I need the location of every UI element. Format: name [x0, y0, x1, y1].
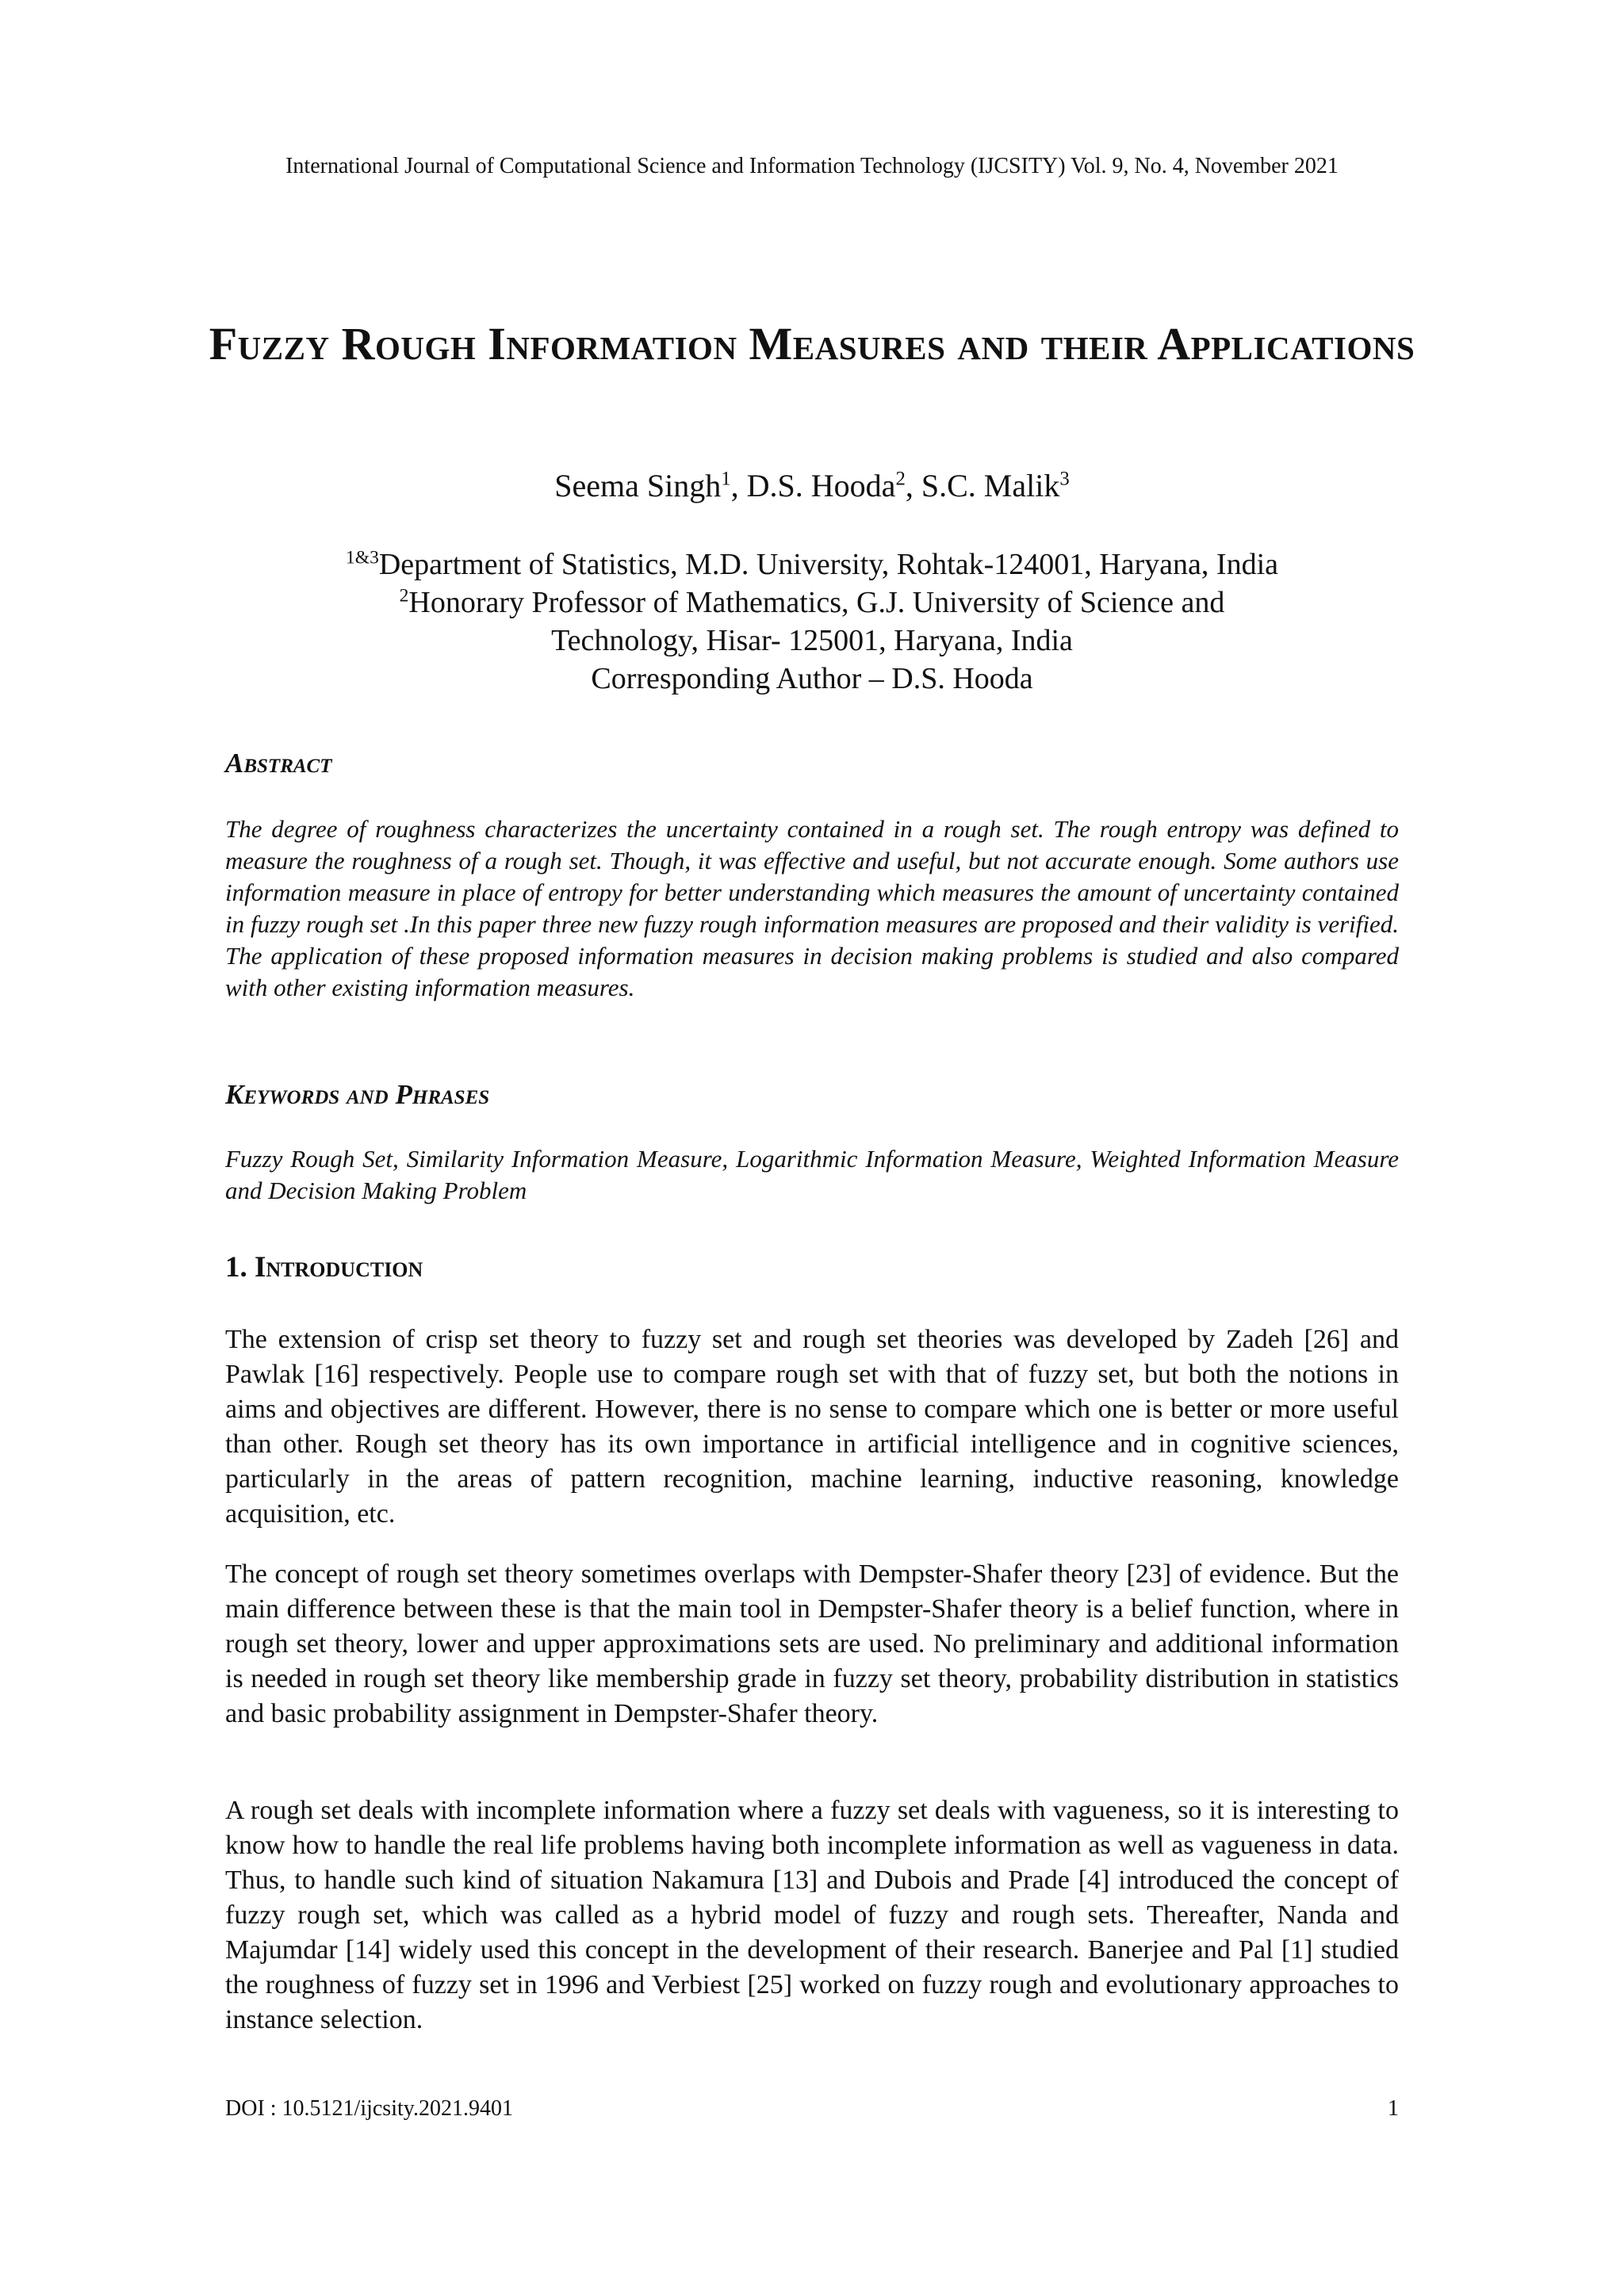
affiliation-block	[190, 545, 1434, 698]
affiliation-line	[190, 584, 1434, 622]
author-name: Seema Singh	[554, 468, 722, 503]
author-list	[0, 466, 1624, 506]
corresponding-author: Corresponding Author – D.S. Hooda	[591, 662, 1033, 695]
affiliation-marker: 2	[399, 585, 409, 607]
journal-header: International Journal of Computational Science and Information Technology (IJCSITY) Vol. 9, No. 4, November 2021	[285, 154, 1339, 178]
author-affiliation-marker: 1	[721, 468, 731, 490]
author-name: D.S. Hooda	[746, 468, 896, 503]
affiliation-marker: 1&3	[345, 547, 379, 568]
author-separator: ,	[905, 468, 921, 503]
author-affiliation-marker: 2	[895, 468, 906, 490]
author-name: S.C. Malik	[921, 468, 1060, 503]
abstract-text: The degree of roughness characterizes the uncertainty contained in a rough set. The rough entropy was defined to measure the roughness of a rough set. Though, it was effective and useful, but not accurate enough. Some authors use information measure in place of entropy for better understanding which measures the amount of uncertainty contained in fuzzy rough set .In this paper three new fuzzy rough information measures are proposed and their validity is verified. The application of these proposed information measures in decision making problems is studied and also compared with other existing information measures.	[225, 815, 1399, 1001]
author-separator: ,	[730, 468, 747, 503]
author-affiliation-marker: 3	[1059, 468, 1070, 490]
affiliation-line: Technology, Hisar- 125001, Haryana, India	[551, 624, 1073, 657]
body-paragraph: The concept of rough set theory sometimes overlaps with Dempster-Shafer theory [23] of evidence. But the main difference between these is that the main tool in Dempster-Shafer theory is a belief function, where in rough set theory, lower and upper approximations sets are used. No preliminary and additional information is needed in rough set theory like membership grade in fuzzy set theory, probability distribution in statistics and basic probability assignment in Dempster-Shafer theory.	[225, 1559, 1399, 1728]
introduction-heading: 1. Introduction	[225, 1251, 423, 1284]
affiliation-line	[190, 545, 1434, 584]
abstract-heading: Abstract	[225, 748, 332, 779]
footer-doi: DOI : 10.5121/ijcsity.2021.9401	[225, 2096, 513, 2121]
affiliation-text: Honorary Professor of Mathematics, G.J. University of Science and	[408, 586, 1225, 619]
keywords-heading: Keywords and Phrases	[225, 1079, 490, 1110]
body-paragraph: A rough set deals with incomplete information where a fuzzy set deals with vagueness, so it is interesting to know how to handle the real life problems having both incomplete information as well as vagueness in data. Thus, to handle such kind of situation Nakamura [13] and Dubois and Prade [4] introduced the concept of fuzzy rough set, which was called as a hybrid model of fuzzy and rough sets. Thereafter, Nanda and Majumdar [14] widely used this concept in the development of their research. Banerjee and Pal [1] studied the roughness of fuzzy set in 1996 and Verbiest [25] worked on fuzzy rough and evolutionary approaches to instance selection.	[225, 1796, 1399, 2034]
keywords-text: Fuzzy Rough Set, Similarity Information Measure, Logarithmic Information Measure, Weighted Information Measure and Decision Making Problem	[225, 1145, 1399, 1204]
page-number: 1	[1388, 2096, 1399, 2121]
paper-title: Fuzzy Rough Information Measures and their Applications	[209, 318, 1415, 369]
affiliation-text: Department of Statistics, M.D. University, Rohtak-124001, Haryana, India	[378, 548, 1278, 581]
body-paragraph: The extension of crisp set theory to fuzzy set and rough set theories was developed by Zadeh [26] and Pawlak [16] respectively. People use to compare rough set with that of fuzzy set, but both the notions in aims and objectives are different. However, there is no sense to compare which one is better or more useful than other. Rough set theory has its own importance in artificial intelligence and in cognitive sciences, particularly in the areas of pattern recognition, machine learning, inductive reasoning, knowledge acquisition, etc.	[225, 1325, 1399, 1529]
